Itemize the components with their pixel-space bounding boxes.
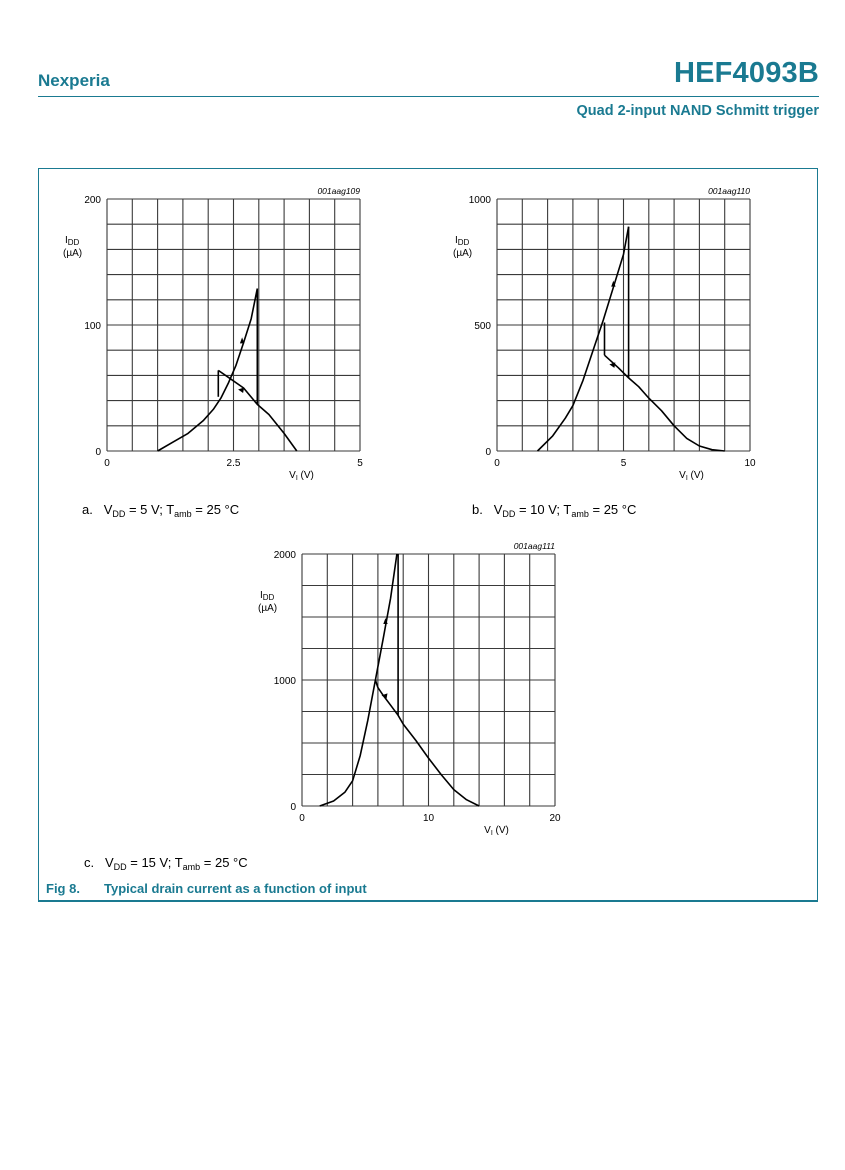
x-axis-label-sub: I [295, 475, 298, 482]
caption-letter: a. [82, 502, 93, 517]
y-axis-label-main: I [455, 235, 458, 246]
figure-id-label: 001aag111 [513, 541, 555, 551]
x-axis-label-unit: (V) [297, 470, 314, 481]
x-axis-label-main: V [484, 825, 491, 836]
x-tick-label: 2.5 [226, 458, 241, 469]
x-tick-label: 10 [422, 813, 435, 824]
y-axis-label [260, 590, 275, 602]
x-axis-label-unit: (V) [492, 825, 509, 836]
y-tick-label: 200 [84, 195, 101, 206]
y-axis-label-main: I [260, 590, 263, 601]
grid [302, 554, 555, 806]
x-axis-label [484, 825, 509, 837]
y-tick-label: 1000 [468, 195, 491, 206]
chart-b [453, 186, 756, 482]
x-tick-label: 0 [494, 458, 500, 469]
y-tick-label: 0 [95, 447, 101, 458]
caption-vdd: V [104, 855, 114, 870]
x-axis-label-unit: (V) [687, 470, 704, 481]
brand-name: Nexperia [38, 71, 110, 90]
y-tick-label: 100 [84, 321, 101, 332]
series-rising [158, 289, 258, 452]
caption-b [472, 502, 636, 519]
caption-tamb-sub: amb [571, 509, 589, 519]
caption-letter: c. [84, 855, 95, 870]
y-axis-label-sub: DD [67, 238, 80, 247]
series-rising [538, 227, 629, 451]
caption-tamb-value: = 25 °C [200, 855, 248, 870]
chart-a [63, 186, 363, 482]
grid [107, 199, 360, 451]
caption-vdd: V [493, 502, 503, 517]
y-axis-unit: (µA) [453, 248, 473, 259]
y-axis-label-main: I [65, 235, 68, 246]
y-axis-label [455, 235, 470, 247]
x-axis-label-sub: I [685, 475, 688, 482]
y-axis-label-sub: DD [457, 238, 470, 247]
y-tick-label: 0 [290, 802, 296, 813]
series-falling [605, 355, 725, 451]
y-axis-label [65, 235, 80, 247]
x-tick-label: 0 [299, 813, 305, 824]
figure-number: Fig 8. [46, 881, 80, 896]
x-tick-label: 0 [104, 458, 110, 469]
x-tick-label: 20 [549, 813, 561, 824]
x-axis-label-main: V [289, 470, 296, 481]
y-tick-label: 0 [485, 447, 491, 458]
x-tick-label: 5 [620, 458, 627, 469]
y-tick-label: 1000 [273, 676, 296, 687]
y-tick-label: 2000 [273, 550, 296, 561]
caption-letter: b. [472, 502, 483, 517]
document-subtitle: Quad 2-input NAND Schmitt trigger [576, 103, 819, 119]
figure-id-label: 001aag110 [708, 186, 750, 196]
caption-tamb-value: = 25 °C [588, 502, 637, 517]
grid [497, 199, 750, 451]
y-axis-unit: (µA) [258, 603, 278, 614]
x-tick-label: 10 [744, 458, 756, 469]
x-axis-label [289, 470, 314, 482]
caption-vdd-value: = 10 V; T [515, 502, 572, 517]
caption-a [82, 502, 239, 519]
caption-vdd-sub: DD [112, 509, 126, 519]
x-axis-label-sub: I [490, 830, 493, 837]
caption-vdd: V [103, 502, 113, 517]
x-axis-label-main: V [679, 470, 686, 481]
direction-arrow-left [238, 388, 244, 394]
caption-tamb-sub: amb [174, 509, 192, 519]
y-axis-unit: (µA) [63, 248, 83, 259]
caption-vdd-value: = 5 V; T [125, 502, 175, 517]
y-tick-label: 500 [474, 321, 491, 332]
part-number-title: HEF4093B [673, 57, 819, 89]
caption-vdd-value: = 15 V; T [126, 855, 183, 870]
caption-vdd-sub: DD [502, 509, 516, 519]
figure-title [46, 881, 367, 896]
chart-c [258, 541, 561, 837]
caption-vdd-sub: DD [113, 862, 127, 872]
y-axis-label-sub: DD [262, 593, 275, 602]
caption-tamb-sub: amb [182, 862, 201, 872]
caption-tamb-value: = 25 °C [191, 502, 240, 517]
caption-c [84, 855, 248, 872]
x-axis-label [679, 470, 704, 482]
figure-id-label: 001aag109 [317, 186, 360, 196]
figure-title-text: Typical drain current as a function of input [104, 881, 367, 896]
x-tick-label: 5 [357, 458, 363, 469]
